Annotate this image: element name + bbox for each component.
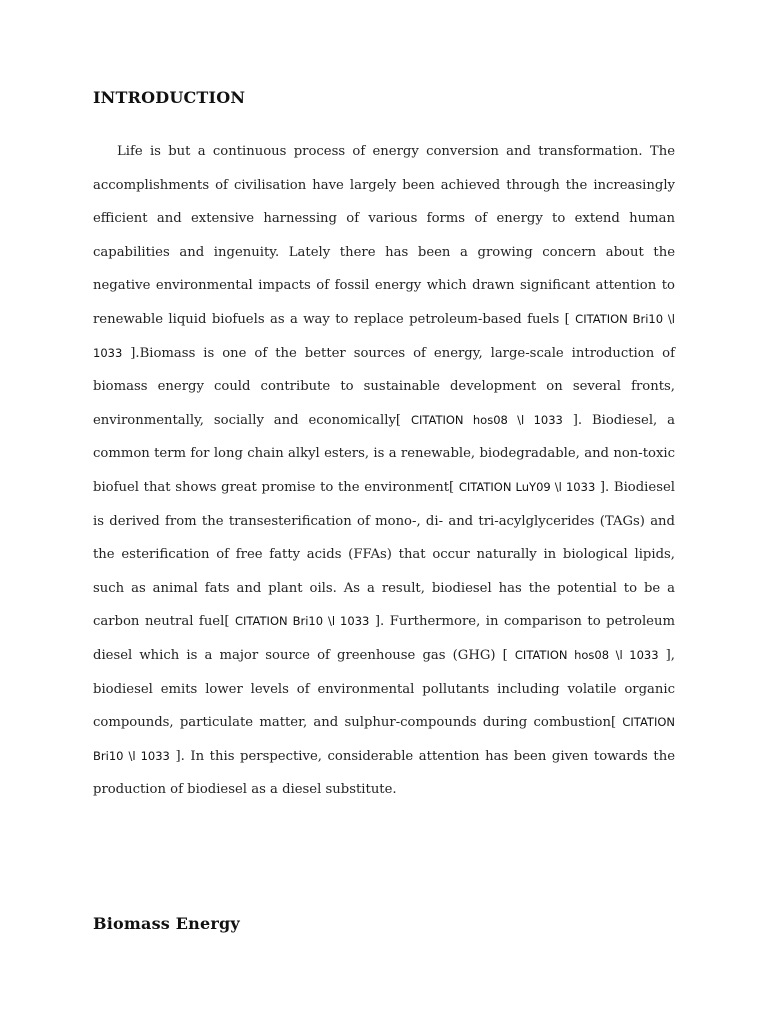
paragraph-text: ]. Biodiesel, a common term for long chain alkyl esters, is a renewable, biodegradable, and non-toxic biofuel that shows great promise to the environment[: [93, 412, 675, 495]
introduction-paragraph: [93, 135, 675, 807]
citation-field: CITATION Bri10 \l 1033: [93, 311, 675, 360]
citation-field: CITATION LuY09 \l 1033: [458, 479, 596, 494]
citation-field: CITATION Bri10 \l 1033: [235, 614, 370, 629]
paragraph-text: Life is but a continuous process of energy conversion and transformation. The accomplishments of civilisation have largely been achieved through the increasingly efficient and extensive harnessing of various forms of energy to extend human capabilities and ingenuity. Lately there has been a growing concern about the negative environmental impacts of fossil energy which drawn significant attention to renewable liquid biofuels as a way to replace petroleum-based fuels [: [93, 144, 675, 327]
biomass-energy-heading: Biomass Energy: [93, 914, 240, 933]
citation-field: CITATION hos08 \l 1033: [514, 647, 659, 662]
paragraph-text: ], biodiesel emits lower levels of environmental pollutants including volatile organic compounds, particulate matter, and sulphur-compounds during combustion[: [93, 647, 675, 731]
paragraph-text: ]. In this perspective, considerable attention has been given towards the production of biodiesel as a diesel substitute.: [93, 748, 676, 798]
paragraph-text: ]. Biodiesel is derived from the transesterification of mono-, di- and tri-acylglycerides (TAGs) and the esterification of free fatty acids (FFAs) that occur naturally in biological lipids, such as animal fats and plant oils. As a result, biodiesel has the potential to be a carbon neutral fuel[: [93, 479, 675, 630]
paragraph-text: ]. Furthermore, in comparison to petroleum diesel which is a major source of greenhouse gas (GHG) [: [93, 614, 675, 663]
citation-field: CITATION Bri10 \l 1033: [93, 715, 675, 763]
introduction-heading: INTRODUCTION: [93, 88, 246, 107]
citation-field: CITATION hos08 \l 1033: [410, 412, 563, 427]
paragraph-text: ].Biomass is one of the better sources of energy, large-scale introduction of biomass energy could contribute to sustainable development on several fronts, environmentally, socially and economically[: [93, 345, 675, 428]
